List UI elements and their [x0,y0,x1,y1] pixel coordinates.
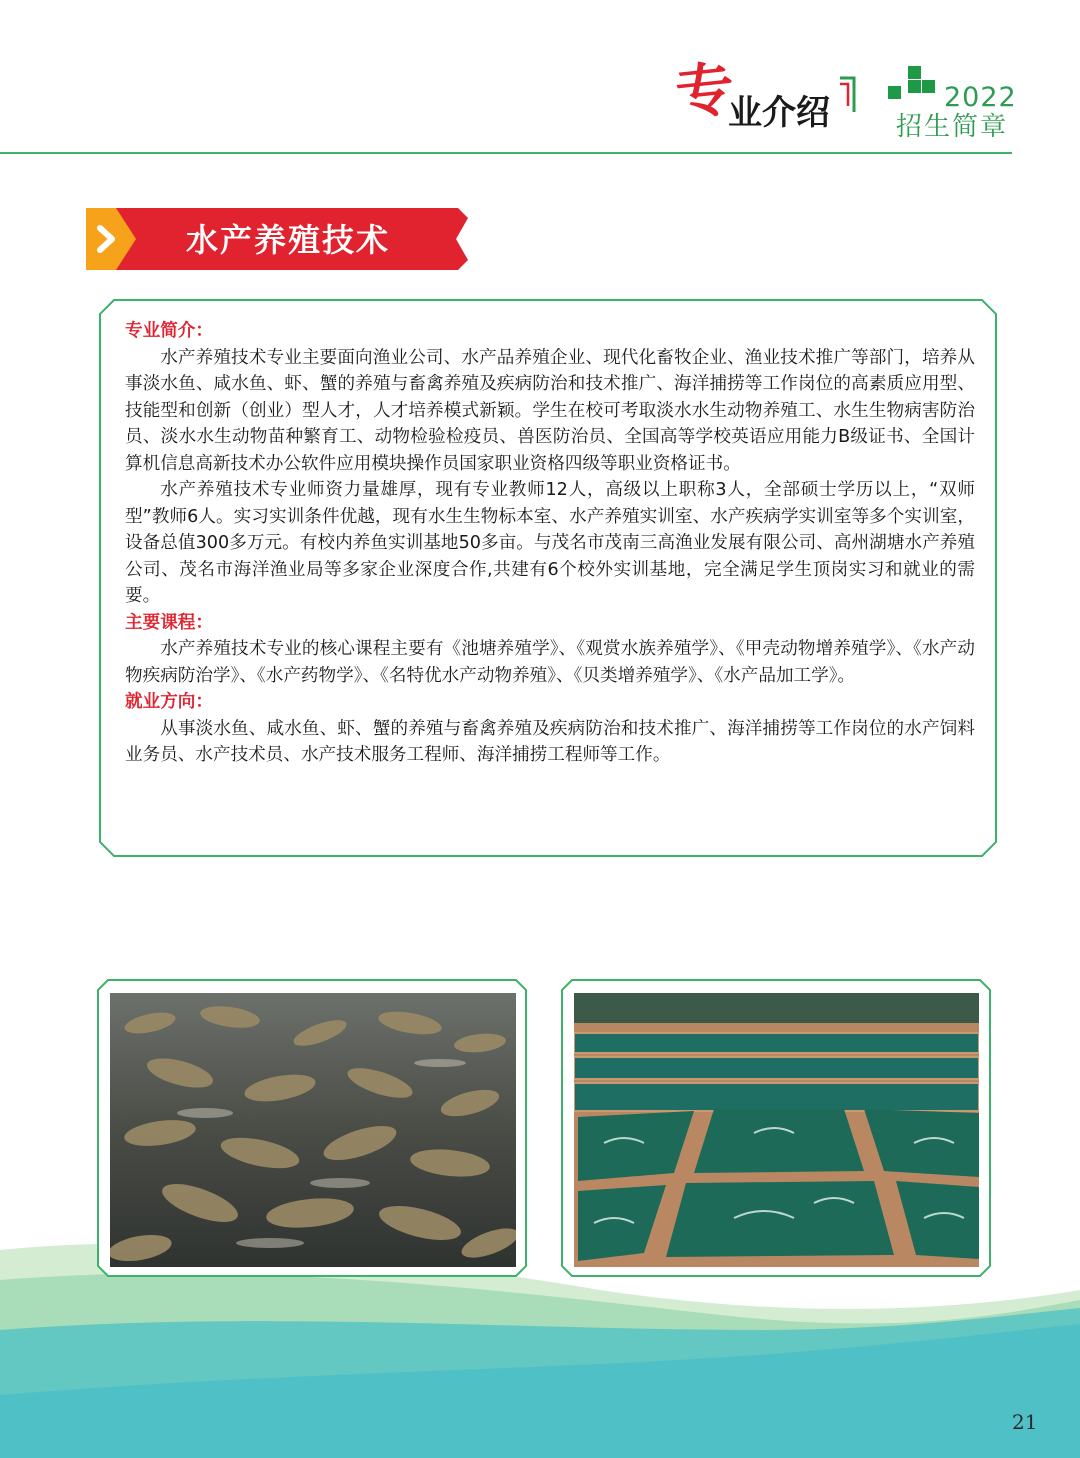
brochure-year: 2022 [944,82,1017,113]
brochure-title: 招生简章 [896,112,1009,142]
brand-squares-icon [886,66,946,106]
section-title-first-char: 专 [672,54,738,128]
intro-paragraph-1: 水产养殖技术专业主要面向渔业公司、水产品养殖企业、现代化畜牧企业、渔业技术推广等部门，培养从事淡水鱼、咸水鱼、虾、蟹的养殖与畜禽养殖及疾病防治和技术推广、海洋捕捞等工作岗位的高素质应用型、技能型和创新（创业）型人才，人才培养模式新颖。学生在校可考取淡水水生动物养殖工、水生生物病害防治员、淡水水生动物苗种繁育工、动物检验检疫员、兽医防治员、全国高等学校英语应用能力B级证书、全国计算机信息高新技术办公软件应用模块操作员国家职业资格四级等职业资格证书。 [125,347,975,474]
section-title: 业介绍 [728,93,830,133]
content-text [125,318,975,769]
fish-crowd-photo [110,993,516,1267]
career-paragraph: 从事淡水鱼、咸水鱼、虾、蟹的养殖与畜禽养殖及疾病防治和技术推广、海洋捕捞等工作岗位的水产饲料业务员、水产技术员、水产技术服务工程师、海洋捕捞工程师等工作。 [125,718,975,765]
courses-label: 主要课程： [125,612,213,633]
title-bracket-icon [838,76,858,114]
page-number: 21 [1012,1410,1038,1434]
intro-label: 专业简介： [125,321,213,341]
courses-paragraph: 水产养殖技术专业的核心课程主要有《池塘养殖学》、《观赏水族养殖学》、《甲壳动物增养殖学》、《水产动物疾病防治学》、《水产药物学》、《名特优水产动物养殖》、《贝类增养殖学》、《水产品加工学》。 [125,639,975,686]
aquaculture-ponds-photo [574,993,979,1267]
header-divider [0,152,1012,154]
major-title: 水产养殖技术 [186,221,391,259]
intro-paragraph-2: 水产养殖技术专业师资力量雄厚，现有专业教师12人，高级以上职称3人，全部硕士学历以上，“双师型”教师6人。实习实训条件优越，现有水生生物标本室、水产养殖实训室、水产疾病学实训室等多个实训室，设备总值300多万元。有校内养鱼实训基地50多亩。与茂名市茂南三高渔业发展有限公司、高州湖塘水产养殖公司、茂名市海洋渔业局等多家企业深度合作,共建有6个校外实训基地，完全满足学生顶岗实习和就业的需要。 [125,480,975,606]
career-label: 就业方向： [125,692,213,712]
